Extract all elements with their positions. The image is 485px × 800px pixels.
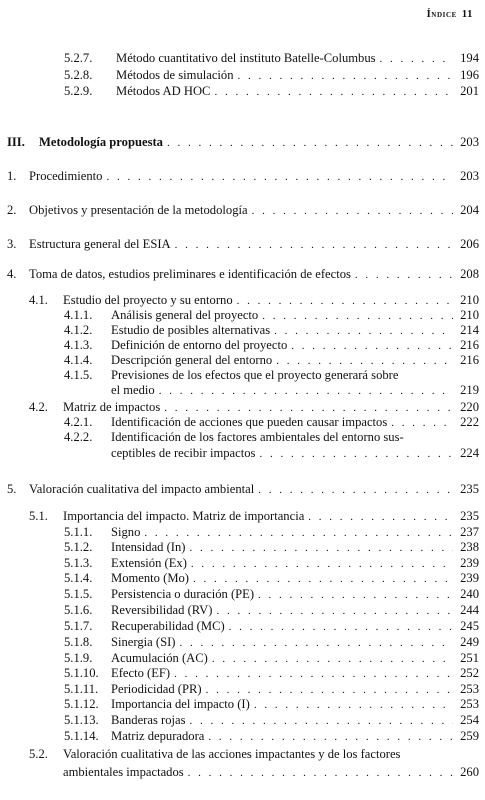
entry-number: 5.2. [29,747,48,761]
entry-page: 194 [460,51,479,65]
toc-entry[interactable] [7,482,479,497]
entry-number: 5.1.7. [64,619,93,633]
entry-title: Efecto (EF) [111,666,171,680]
dot-leader [206,683,453,697]
dot-leader [291,339,453,353]
toc-entry-first-line[interactable] [29,747,479,761]
entry-page: 253 [460,682,479,696]
entry-title: Descripción general del entorno [111,353,273,367]
entry-title: Banderas rojas [111,713,186,727]
entry-number: 4.1.4. [64,353,93,367]
dot-leader [174,667,453,681]
entry-number: 2. [7,203,17,217]
entry-page: 219 [460,383,479,397]
entry-page: 240 [460,587,479,601]
entry-title: Previsiones de los efectos que el proyecto generará sobre [111,368,399,382]
dot-leader [229,620,453,634]
toc-entry[interactable] [29,509,479,524]
entry-title: Métodos AD HOC [116,84,211,98]
entry-page: 216 [460,353,479,367]
toc-entry-first-line[interactable] [64,430,479,444]
dot-leader [190,714,454,728]
dot-leader [258,483,453,497]
entry-number: 5.1.3. [64,556,93,570]
toc-entry[interactable] [64,338,479,353]
toc-entry[interactable] [64,68,479,83]
entry-title: Estudio de posibles alternativas [111,323,271,337]
entry-page: 252 [460,666,479,680]
entry-title: Objetivos y presentación de la metodología [29,203,248,217]
toc-entry[interactable] [7,267,479,282]
entry-page: 203 [460,169,479,183]
entry-number: 4. [7,267,17,281]
entry-number: 5. [7,482,17,496]
toc-entry[interactable] [29,293,479,308]
entry-page: 249 [460,635,479,649]
entry-title: Definición de entorno del proyecto [111,338,288,352]
entry-number: 4.1.2. [64,323,93,337]
entry-title: Metodología propuesta [39,135,163,149]
entry-title: Método cuantitativo del instituto Batelle-Columbus [116,51,376,65]
entry-page: 238 [460,540,479,554]
toc-entry[interactable] [29,400,479,415]
entry-number: 3. [7,237,17,251]
entry-page: 208 [460,267,479,281]
entry-number: III. [7,135,25,149]
entry-number: 5.1.9. [64,651,93,665]
entry-title: Extensión (Ex) [111,556,187,570]
dot-leader [258,588,453,602]
entry-number: 5.1.10. [64,666,99,680]
dot-leader [252,204,453,218]
entry-page: 253 [460,697,479,711]
entry-page: 235 [460,482,479,496]
entry-page: 224 [460,446,479,460]
entry-number: 5.1.6. [64,603,93,617]
toc-entry[interactable] [64,587,479,602]
entry-title: Sinergia (SI) [111,635,176,649]
toc-entry[interactable] [64,635,479,650]
dot-leader [355,268,453,282]
entry-number: 5.1.14. [64,729,99,743]
entry-number: 4.1.1. [64,308,93,322]
toc-entry[interactable] [64,713,479,728]
dot-leader [179,636,453,650]
entry-page: 220 [460,400,479,414]
entry-number: 1. [7,169,17,183]
entry-number: 5.1.13. [64,713,99,727]
entry-title: Momento (Mo) [111,571,190,585]
entry-title: Procedimiento [29,169,103,183]
dot-leader [238,69,453,83]
entry-title: Acumulación (AC) [111,651,208,665]
entry-number: 4.1.3. [64,338,93,352]
toc-entry[interactable] [64,556,479,571]
dot-leader [276,354,453,368]
entry-title: Matriz de impactos [63,400,161,414]
dot-leader [308,510,453,524]
entry-title: Signo [111,525,141,539]
entry-title: Valoración cualitativa del impacto ambiental [29,482,255,496]
dot-leader [216,604,453,618]
toc-entry[interactable] [64,51,479,66]
entry-page: 222 [460,415,479,429]
entry-number: 5.1.8. [64,635,93,649]
dot-leader [262,309,453,323]
dot-leader [167,136,453,150]
entry-title: Periodicidad (PR) [111,682,202,696]
entry-page: 259 [460,729,479,743]
entry-page: 251 [460,651,479,665]
entry-title: Valoración cualitativa de las acciones impactantes y de los factores [63,747,401,761]
dot-leader [190,541,454,555]
entry-title: Intensidad (In) [111,540,186,554]
toc-entry[interactable] [64,571,479,586]
toc-entry[interactable] [64,308,479,323]
toc-entry[interactable] [64,682,479,697]
entry-title: Métodos de simulación [116,68,234,82]
entry-number: 5.1.1. [64,525,93,539]
dot-leader [237,294,453,308]
entry-number: 5.2.7. [64,51,93,65]
toc-entry[interactable] [64,353,479,368]
dot-leader [212,652,453,666]
dot-leader [144,526,453,540]
entry-number: 4.2.1. [64,415,93,429]
entry-title: Identificación de los factores ambientales del entorno sus- [111,430,404,444]
dot-leader [274,324,453,338]
toc-entry[interactable] [64,540,479,555]
entry-page: 206 [460,237,479,251]
dot-leader [106,170,453,184]
header-label: Índice [426,9,457,20]
dot-leader [391,416,453,430]
entry-number: 4.2. [29,400,48,414]
entry-number: 5.1.5. [64,587,93,601]
entry-number: 5.1.11. [64,682,99,696]
entry-title: Matriz depuradora [111,729,205,743]
entry-title: Toma de datos, estudios preliminares e identificación de efectos [29,267,351,281]
entry-title: Recuperabilidad (MC) [111,619,225,633]
toc-entry[interactable] [64,525,479,540]
dot-leader [254,698,453,712]
entry-page: 239 [460,571,479,585]
entry-page: 210 [460,293,479,307]
entry-page: 201 [460,84,479,98]
entry-title-continued: ambientales impactados [63,765,184,779]
entry-number: 4.1.5. [64,368,93,382]
entry-title: Identificación de acciones que pueden causar impactos [111,415,388,429]
toc-entry[interactable] [64,415,479,430]
toc-entry[interactable] [7,169,479,184]
toc-entry[interactable] [64,729,479,744]
header-page-number: 11 [461,9,473,20]
entry-page: 210 [460,308,479,322]
toc-entry[interactable] [64,651,479,666]
toc-entry[interactable] [64,323,479,338]
entry-title: Importancia del impacto (I) [111,697,250,711]
entry-page: 254 [460,713,479,727]
dot-leader [259,447,453,461]
entry-number: 5.1.12. [64,697,99,711]
entry-page: 237 [460,525,479,539]
entry-page: 245 [460,619,479,633]
entry-title: Importancia del impacto. Matriz de importancia [63,509,305,523]
toc-entry[interactable] [64,697,479,712]
toc-entry[interactable] [64,603,479,618]
entry-title: Persistencia o duración (PE) [111,587,255,601]
entry-number: 5.2.8. [64,68,93,82]
entry-title-continued: ceptibles de recibir impactos [111,446,256,460]
entry-page: 244 [460,603,479,617]
dot-leader [193,572,453,586]
toc-entry-continuation[interactable] [63,765,479,780]
entry-page: 214 [460,323,479,337]
entry-page: 204 [460,203,479,217]
entry-number: 5.1. [29,509,48,523]
toc-entry[interactable] [64,666,479,681]
toc-part-heading[interactable] [7,135,479,150]
entry-title: Estructura general del ESIA [29,237,171,251]
entry-title: Estudio del proyecto y su entorno [63,293,233,307]
entry-number: 5.2.9. [64,84,93,98]
entry-page: 260 [460,765,479,779]
entry-title: Reversibilidad (RV) [111,603,213,617]
dot-leader [164,401,453,415]
entry-number: 4.1. [29,293,48,307]
dot-leader [188,766,453,780]
toc-entry-first-line[interactable] [64,368,479,382]
toc-entry[interactable] [7,203,479,218]
dot-leader [175,238,453,252]
entry-title: Análisis general del proyecto [111,308,259,322]
dot-leader [191,557,453,571]
dot-leader [380,52,453,66]
entry-page: 203 [460,135,479,149]
entry-page: 196 [460,68,479,82]
entry-page: 216 [460,338,479,352]
entry-title-continued: el medio [111,383,155,397]
entry-number: 5.1.4. [64,571,93,585]
entry-page: 239 [460,556,479,570]
dot-leader [214,85,453,99]
toc-entry[interactable] [7,237,479,252]
toc-entry-continuation[interactable] [111,446,479,461]
entry-number: 5.1.2. [64,540,93,554]
dot-leader [208,730,453,744]
toc-entry[interactable] [64,619,479,634]
entry-page: 235 [460,509,479,523]
toc-entry[interactable] [64,84,479,99]
toc-entry-continuation[interactable] [111,383,479,398]
entry-number: 4.2.2. [64,430,93,444]
dot-leader [159,384,453,398]
